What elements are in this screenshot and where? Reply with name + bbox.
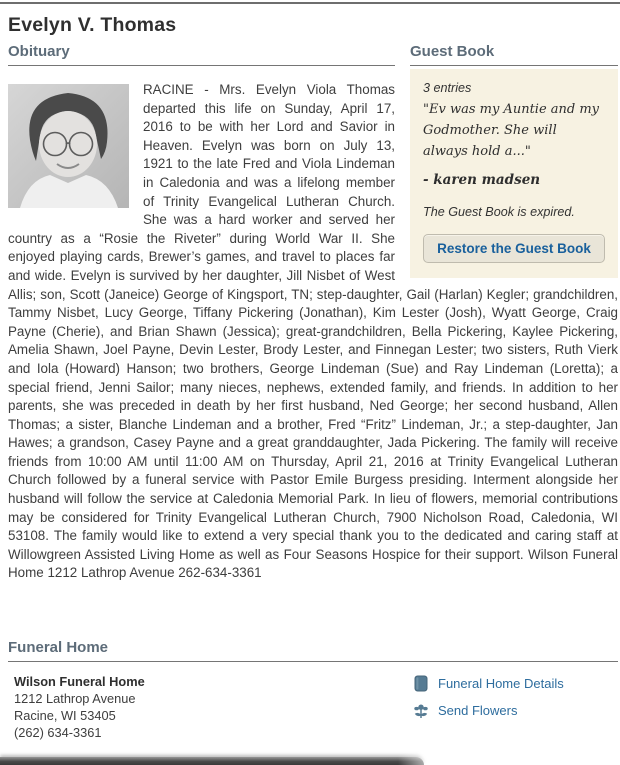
- funeral-home-details-label: Funeral Home Details: [438, 676, 564, 691]
- guest-book-heading: Guest Book: [410, 43, 618, 66]
- funeral-home-row: [8, 673, 618, 741]
- restore-guest-book-button[interactable]: Restore the Guest Book: [423, 234, 605, 263]
- guest-book-expired-note: The Guest Book is expired.: [423, 205, 575, 219]
- funeral-home-phone: (262) 634-3361: [14, 725, 102, 740]
- portrait-photo: [8, 84, 129, 208]
- guest-book-quote: "Ev was my Auntie and my Godmother. She will always hold a...": [423, 102, 600, 159]
- funeral-home-section: [8, 639, 618, 741]
- funeral-home-heading: Funeral Home: [8, 639, 618, 662]
- funeral-home-links: [413, 673, 564, 741]
- bottom-overlay-bar: [0, 757, 424, 765]
- guest-book-entry-count: 3 entries: [423, 81, 472, 95]
- building-icon: [413, 675, 429, 692]
- funeral-home-info: [8, 673, 413, 741]
- obituary-guestbook-region: [8, 43, 618, 639]
- guest-book-panel: [410, 69, 618, 278]
- funeral-home-address-line1: 1212 Lathrop Avenue: [14, 691, 136, 706]
- funeral-home-details-link[interactable]: [413, 675, 564, 692]
- guest-book-section: [410, 43, 618, 278]
- top-divider: [0, 2, 620, 4]
- obituary-body-text: RACINE - Mrs. Evelyn Viola Thomas departed this life on Sunday, April 17, 2016 to be with her Lord and Savior in Heaven. Evelyn was born on July 13, 1921 to the late Fred and Viola Lindeman in Caledonia and was a lifelong member of Trinity Evangelical Lutheran Church. She was a hard worker and served her country as a “Rosie the Riveter” during World War II. She enjoyed playing cards, Brewer’s games, and travel to places far and wide. Evelyn is survived by her daughter, Jill Nisbet of West Allis; son, Scott (Janeice) George of Kingsport, TN; step-daughter, Gail (Harlan) Kegler; grandchildren, Tammy Nisbet, Lucy George, Tiffany Pickering (Jonathan), Kim Lester (Josh), Wyatt George, Craig Payne (Cherie), and Brian Shawn (Jessica); great-grandchildren, Bella Pickering, Kaylee Pickering, Amelia Shawn, Joel Payne, Devin Lester, Brody Lester, and Finnegan Lester; two sisters, Ruth Vierk and Iola (Howard) Hanson; two brothers, George Lindeman (Sue) and Ray Lindeman (Loretta); a special friend, Jenni Sailor; many nieces, nephews, extended family, and friends. In addition to her parents, she was preceded in death by her first husband, Ned George; her second husband, Allen Thomas; a sister, Blanche Lindeman and a brother, Fred “Fritz” Lindeman, Jr.; a step-daughter, Jan Hawes; a grandson, Casey Payne and a great granddaughter, Jada Pickering. The family will receive friends from 10:00 AM until 11:00 AM on Thursday, April 21, 2016 at Trinity Evangelical Lutheran Church followed by a funeral service with Pastor Emile Burgess presiding. Interment alongside her husband will follow the service at Caledonia Memorial Park. In lieu of flowers, memorial contributions may be considered for Trinity Evangelical Lutheran Church, 7900 Nicholson Road, Caledonia, WI 53108. The family would like to extend a very special thank you to the dedicated and caring staff at Willowgreen Assisted Living Home as well as Four Seasons Hospice for their support. Wilson Funeral Home 1212 Lathrop Avenue 262-634-3361: [8, 82, 618, 581]
- page-title: Evelyn V. Thomas: [8, 14, 177, 36]
- send-flowers-label: Send Flowers: [438, 703, 518, 718]
- send-flowers-link[interactable]: [413, 702, 564, 719]
- bottom-overlay-fade: [398, 752, 458, 765]
- guest-book-quote-author: - karen madsen: [423, 172, 541, 188]
- page-content: [0, 14, 620, 765]
- funeral-home-address-line2: Racine, WI 53405: [14, 708, 116, 723]
- funeral-home-name: Wilson Funeral Home: [14, 674, 145, 689]
- flower-icon: [413, 703, 429, 719]
- obituary-heading: Obituary: [8, 43, 395, 66]
